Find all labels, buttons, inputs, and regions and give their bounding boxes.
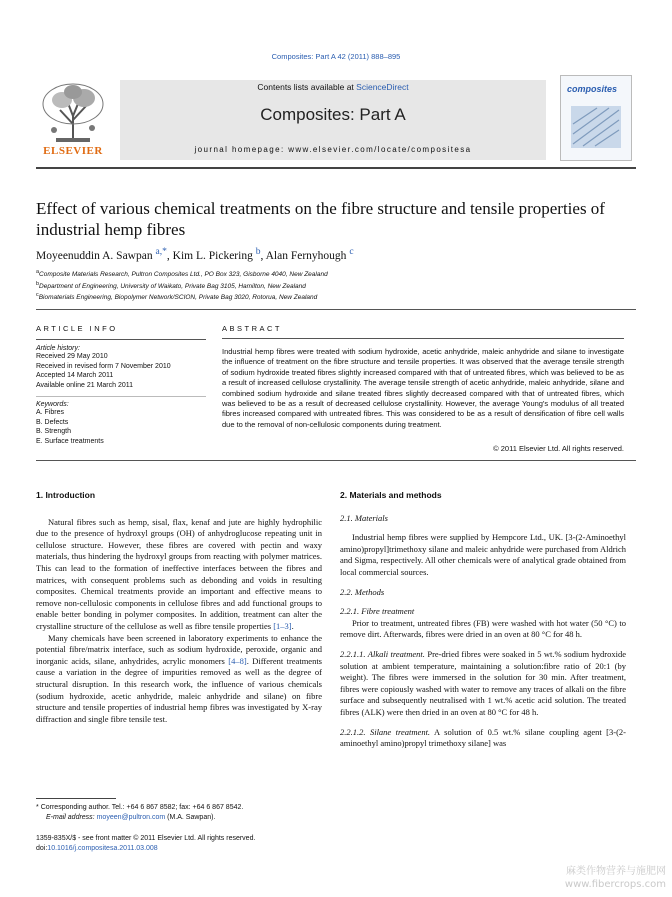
- section-heading: 1. Introduction: [36, 490, 96, 500]
- author-affiliation-marker[interactable]: a,*: [155, 246, 167, 257]
- author-affiliation-marker[interactable]: b: [255, 246, 261, 257]
- abstract-rule: [222, 338, 624, 339]
- history-item: Available online 21 March 2011: [36, 381, 134, 389]
- affiliation-item: $^a$Composite Materials Research, Pultron Composites Ltd., PO Box 323, Gisborne 4040, New Zealand: [36, 269, 328, 279]
- affiliation-item: $^b$Department of Engineering, University of Waikato, Private Bag 3105, Hamilton, New Zealand: [36, 280, 306, 290]
- footnote-text: Corresponding author. Tel.: +64 6 867 8582; fax: +64 6 867 8542.: [40, 804, 244, 811]
- subsection-heading: 2.1. Materials: [340, 512, 388, 523]
- author-list: Moyeenuddin A. Sawpan $^{a,*}$, Kim L. Pickering $^b$, Alan Fernyhough $^c$: [36, 246, 354, 262]
- article-title: Effect of various chemical treatments on the fibre structure and tensile properties of industrial hemp fibres: [36, 199, 605, 239]
- author-name: Moyeenuddin A. Sawpan: [36, 249, 153, 262]
- affiliation-list: [36, 268, 636, 303]
- abstract-text: Industrial hemp fibres were treated with sodium hydroxide, acetic anhydride, maleic anhydride and silane to investigate the influence of treatment on the fibre structure and tensile properties. It was observed that the average tensile strength of sodium hydroxide treated fibres slightly increased compared with that of untreated fibres, which was believed to be as a result of increased cellulose crystallinity. The average tensile strength of acetic anhydride, maleic anhydride, silane and combined sodium hydroxide and silane treated fibres slightly decreased compared with that of untreated fibres, which was believed to be as a result of decreased cellulose crystallinity. However, the average Young's modulus of all treated fibres increased compared with untreated fibres. This was considered to be as a result of densification of fibre cell walls due to the removal of non-cellulosic components during treatment.: [222, 347, 624, 429]
- subsection-heading: 2.2. Methods: [340, 586, 385, 597]
- issn-line: [36, 834, 336, 854]
- article-info-rule: [36, 339, 206, 340]
- author-affiliation-marker[interactable]: c: [349, 246, 354, 257]
- cover-graphic: [561, 76, 631, 160]
- contents-line: [120, 82, 546, 92]
- keyword-item: E. Surface treatments: [36, 437, 104, 445]
- title-block-rule: [36, 309, 636, 310]
- body-paragraph: 2.2.1.1. Alkali treatment. Pre-dried fibres were soaked in 5 wt.% sodium hydroxide solution at ambient temperature, maintaining a solution:fibre ratio of 20:1 (by weight). The fibres were immersed in the solution for 30 min. After treatment, fibres were copiously washed with water to remove any traces of alkali on the fibre surface and subsequently neutralised with 1 wt.% acetic acid solution. The treated fibres (ALK) were then dried in an oven at 80 °C for 48 h.: [340, 648, 626, 717]
- homepage-prefix: journal homepage:: [194, 145, 289, 154]
- history-item: Received in revised form 7 November 2010: [36, 362, 171, 370]
- header-rule: [36, 167, 636, 169]
- issn-text: 1359-835X/$ - see front matter © 2011 Elsevier Ltd. All rights reserved.: [36, 835, 256, 842]
- journal-reference[interactable]: Composites: Part A 42 (2011) 888–895: [271, 52, 401, 61]
- doi-link[interactable]: 10.1016/j.compositesa.2011.03.008: [47, 845, 158, 852]
- body-paragraph: Many chemicals have been screened in laboratory experiments to enhance the potential fibre/matrix interface, such as sodium hydroxide, peroxide, organic and inorganic acids, silane, anhydrides, acrylic monomers [4–8]. Different treatments cause a variation in the degree of impurities removed as well as the degree of structural disruption. In this research work, the influence of various chemicals (sodium hydroxide, acetic anhydride, maleic anhydride and silane) on fibre structure and tensile properties of industrial hemp fibres was investigated by X-ray diffraction and single fibre tensile test.: [36, 632, 322, 724]
- keyword-item: B. Strength: [36, 428, 72, 435]
- doi-prefix: doi:: [36, 845, 48, 852]
- run-in-heading: 2.2.1.1. Alkali treatment.: [340, 648, 425, 659]
- site-watermark: 麻类作物营养与施肥网 www.fibercrops.com: [564, 866, 666, 890]
- sciencedirect-link[interactable]: ScienceDirect: [356, 82, 409, 92]
- corresponding-author-footnote: [36, 803, 322, 823]
- author-name: Kim L. Pickering: [172, 249, 253, 262]
- email-link[interactable]: moyeen@pultron.com: [96, 814, 166, 821]
- citation-link[interactable]: [4–8]: [228, 655, 247, 666]
- author-name: Alan Fernyhough: [265, 249, 347, 262]
- history-item: Accepted 14 March 2011: [36, 372, 114, 379]
- history-item: Received 29 May 2010: [36, 353, 108, 360]
- cover-title: composites: [567, 84, 618, 94]
- history-label: Article history:: [36, 345, 80, 352]
- homepage-url-link[interactable]: www.elsevier.com/locate/compositesa: [288, 145, 472, 154]
- abstract-heading: ABSTRACT: [222, 324, 283, 333]
- run-in-heading: 2.2.1.2. Silane treatment.: [340, 726, 431, 737]
- journal-homepage-line: [120, 145, 546, 154]
- keywords-label: Keywords:: [36, 401, 69, 408]
- journal-title: Composites: Part A: [260, 105, 406, 124]
- left-body-column: [36, 490, 322, 725]
- body-paragraph: 2.2.1.2. Silane treatment. A solution of 0.5 wt.% silane coupling agent [3-(2-aminoethyl amino)propyl trimethoxy silane] was: [340, 726, 626, 749]
- footnote-rule: [36, 798, 116, 799]
- footnote-marker: *: [36, 804, 39, 811]
- right-body-column: [340, 490, 626, 750]
- keyword-item: A. Fibres: [36, 409, 65, 416]
- citation-link[interactable]: [1–3]: [273, 620, 292, 631]
- section-heading: 2. Materials and methods: [340, 490, 442, 500]
- abstract-copyright: © 2011 Elsevier Ltd. All rights reserved.: [493, 444, 624, 453]
- subsection-heading: 2.2.1. Fibre treatment: [340, 606, 415, 617]
- body-paragraph: Industrial hemp fibres were supplied by Hempcore Ltd., UK. [3-(2-Aminoethyl amino)propyl]trimethoxy silane and maleic anhydride were purchased from Aldrich and Sigma, respectively. All other chemicals were of analytical grade obtained from local commercial sources.: [340, 532, 626, 577]
- article-info-column: [36, 324, 206, 446]
- article-info-heading: ARTICLE INFO: [36, 324, 118, 333]
- affiliation-item: $^c$Biomaterials Engineering, Biopolymer Network/SCION, Private Bag 3020, Rotorua, New Zealand: [36, 292, 318, 302]
- keywords-rule: [36, 396, 206, 397]
- publisher-name: ELSEVIER: [43, 145, 103, 157]
- email-suffix: (M.A. Sawpan).: [167, 814, 216, 821]
- journal-cover-image: [560, 75, 632, 161]
- abstract-bottom-rule: [36, 460, 636, 461]
- contents-prefix: Contents lists available at: [257, 82, 357, 92]
- body-paragraph: Natural fibres such as hemp, sisal, flax, kenaf and jute are highly hydrophilic due to the presence of hydroxyl groups (OH) of anhydroglucose repeating unit in cellulose structure. However, these fibres are covered with pectin and waxy materials, thus hindering the hydroxyl groups from reacting with polymer matrices. This can lead to the formation of ineffective interfaces between the fibres and matrices, with consequent problems such as debonding and voids in resulting composites. Chemical treatments provide an important and effective means to remove non-cellulosic components in cellulose fibres and add functional groups to enable better bonding in polymer composites. In addition, treatment can alter the crystalline structure of the cellulose as well as fibre tensile properties [1–3].: [36, 516, 322, 631]
- email-label: E-mail address:: [46, 814, 95, 821]
- keyword-item: B. Defects: [36, 418, 69, 426]
- body-paragraph: Prior to treatment, untreated fibres (FB) were washed with hot water (50 °C) to remove dirt. Afterwards, fibres were dried in an oven at 80 °C for 48 h.: [340, 617, 626, 640]
